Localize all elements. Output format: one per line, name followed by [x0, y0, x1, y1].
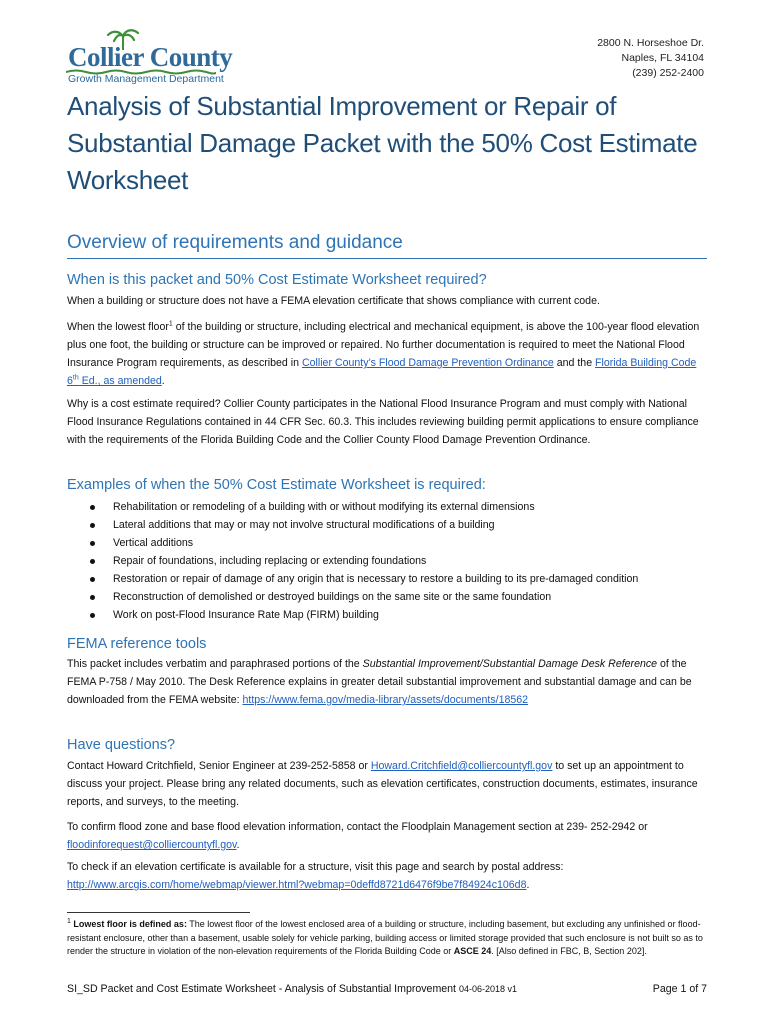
logo-title: Collier County	[68, 42, 233, 72]
questions-paragraph-2	[67, 818, 707, 854]
text-span: .	[161, 375, 165, 387]
page-footer	[67, 983, 707, 995]
floodinfo-email-link[interactable]: floodinforequest@colliercountyfl.gov	[67, 839, 237, 851]
footer-version: 04-06-2018 v1	[458, 984, 517, 994]
text-span: of the FEMA P-758 / May 2010. The Desk Reference explains in greater detail substantial improvement and substantial damage and can be downloaded from the FEMA website:	[67, 658, 692, 706]
list-item-text: Lateral additions that may or may not involve structural modifications of a building	[113, 519, 495, 531]
overview-heading: Overview of requirements and guidance	[67, 232, 707, 259]
list-item-text: Repair of foundations, including replacing or extending foundations	[113, 555, 427, 567]
address-block	[597, 36, 704, 81]
examples-list	[67, 498, 707, 624]
bullet-icon	[90, 541, 95, 546]
list-item	[67, 588, 707, 606]
list-item-text: Vertical additions	[113, 537, 194, 549]
text-span: To check if an elevation certificate is available for a structure, visit this page and search by postal address:	[67, 861, 564, 873]
text-span: Contact Howard Critchfield, Senior Engineer at 239-252-5858 or	[67, 760, 371, 772]
footnote-standard: ASCE 24	[453, 946, 492, 956]
footnote	[67, 918, 707, 959]
logo-subtitle: Growth Management Department	[68, 73, 224, 85]
list-item-text: Rehabilitation or remodeling of a building with or without modifying its external dimensions	[113, 501, 535, 513]
superscript[interactable]: th	[72, 374, 79, 382]
list-item	[67, 606, 707, 624]
link-text[interactable]: Ed., as amended	[78, 375, 162, 387]
bullet-icon	[90, 559, 95, 564]
when-paragraph-1: When a building or structure does not have a FEMA elevation certificate that shows compliance with current code.	[67, 295, 600, 307]
flood-ordinance-link[interactable]: Collier County’s Flood Damage Prevention Ordinance	[301, 357, 554, 369]
fema-paragraph	[67, 655, 707, 709]
text-span: .	[526, 879, 530, 891]
list-item-text: Work on post-Flood Insurance Rate Map (FIRM) building	[113, 609, 379, 621]
bullet-icon	[90, 613, 95, 618]
list-item	[67, 498, 707, 516]
when-paragraph-3: Why is a cost estimate required? Collier County participates in the National Flood Insurance Program and must comply with National Flood Insurance Regulations contained in 44 CFR Sec. 60.3. This includes reviewing building permit applications to ensure compliance with the requirements of the Florida Building Code and the Collier County Flood Damage Prevention Ordinance.	[67, 398, 699, 446]
text-span: of the building or structure, including electrical and mechanical equipment, is above the 100-year flood elevation plus one foot, the building or structure can be improved or repaired. No further documentation is required to meet the National Flood Insurance Program requirements, as described in	[67, 321, 700, 369]
questions-paragraph-3	[67, 858, 707, 894]
text-span: and the	[553, 357, 596, 369]
questions-heading: Have questions?	[67, 737, 176, 753]
desk-reference-title: Substantial Improvement/Substantial Damage Desk Reference	[362, 658, 658, 670]
list-item	[67, 534, 707, 552]
footnote-ref[interactable]: 1	[168, 320, 173, 328]
bullet-icon	[90, 523, 95, 528]
page-number: Page 1 of 7	[652, 983, 707, 995]
footnote-divider	[67, 912, 250, 913]
text-span: The lowest floor of the lowest enclosed area of a building or structure, including basement, but excluding any unfinished or flood-resistant enclosure, other than a basement, usable solely for vehicle parking, building access or limited storage provided that such enclosure is not built so as to render the structure in violation of the non-elevation requirements of the Florida Building Code or	[67, 919, 703, 956]
list-item	[67, 570, 707, 588]
questions-paragraph-1	[67, 757, 707, 811]
text-span: to set up an appointment to discuss your project. Please bring any related documents, such as elevation certificates, construction documents, estimates, insurance reports, and surveys, to the meeting.	[67, 760, 698, 808]
arcgis-webmap-link[interactable]: http://www.arcgis.com/home/webmap/viewer.html?webmap=0deffd8721d6476f9be7f84924c106d8	[67, 879, 527, 891]
link-text[interactable]: Florida Building Code 6	[67, 357, 697, 387]
text-span: To confirm flood zone and base flood elevation information, contact the Floodplain Management section at 239- 252-2942 or	[67, 821, 648, 833]
footnote-number: 1	[67, 918, 71, 925]
fema-heading: FEMA reference tools	[67, 636, 207, 652]
address-phone: (239) 252-2400	[632, 67, 704, 79]
examples-heading: Examples of when the 50% Cost Estimate Worksheet is required:	[67, 477, 486, 493]
bullet-icon	[90, 505, 95, 510]
footer-title: SI_SD Packet and Cost Estimate Worksheet - Analysis of Substantial Improvement	[67, 983, 459, 995]
fema-website-link[interactable]: https://www.fema.gov/media-library/assets/documents/18562	[242, 694, 529, 706]
when-paragraph-2	[67, 318, 707, 390]
address-city: Naples, FL 34104	[621, 52, 704, 64]
collier-county-logo	[66, 28, 233, 88]
text-span: When the lowest floor	[67, 321, 169, 333]
text-span: .	[236, 839, 240, 851]
critchfield-email-link[interactable]: Howard.Critchfield@colliercountyfl.gov	[370, 760, 553, 772]
address-street: 2800 N. Horseshoe Dr.	[597, 37, 704, 49]
document-title: Analysis of Substantial Improvement or Repair of Substantial Damage Packet with the 50% Cost Estimate Worksheet	[67, 91, 698, 195]
list-item	[67, 516, 707, 534]
bullet-icon	[90, 595, 95, 600]
when-heading: When is this packet and 50% Cost Estimate Worksheet required?	[67, 272, 487, 288]
list-item-text: Reconstruction of demolished or destroyed buildings on the same site or the same foundation	[113, 591, 552, 603]
list-item-text: Restoration or repair of damage of any origin that is necessary to restore a building to its pre-damaged condition	[113, 573, 639, 585]
bullet-icon	[90, 577, 95, 582]
footnote-term: Lowest floor is defined as:	[73, 919, 187, 929]
text-span: This packet includes verbatim and paraphrased portions of the	[67, 658, 363, 670]
list-item	[67, 552, 707, 570]
text-span: . [Also defined in FBC, B, Section 202].	[491, 946, 647, 956]
